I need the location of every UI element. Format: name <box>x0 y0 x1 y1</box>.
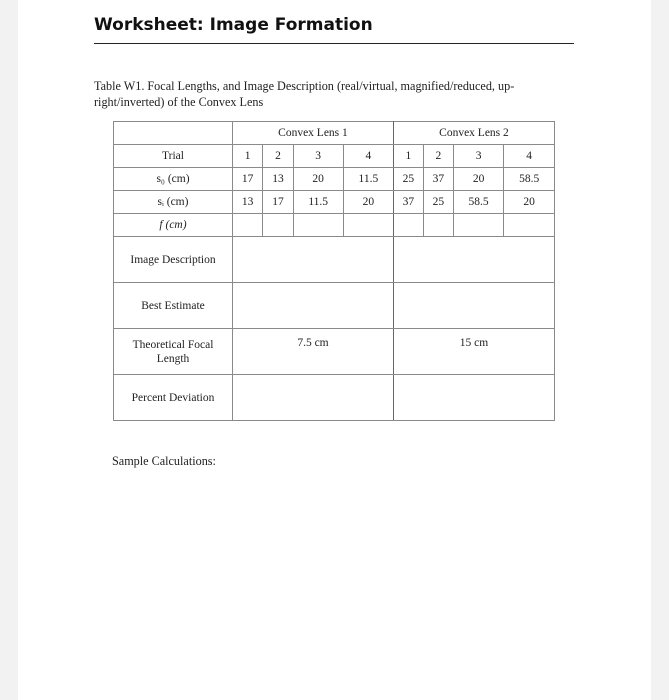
percent-deviation-row <box>114 375 555 421</box>
group-header-lens-1: Convex Lens 1 <box>233 122 394 145</box>
title-rule <box>94 43 574 44</box>
row-label-percent-deviation: Percent Deviation <box>114 375 233 421</box>
trial-cell: 2 <box>423 145 453 168</box>
theoretical-lens-2: 15 cm <box>393 329 554 375</box>
f-cell[interactable] <box>393 214 423 237</box>
si-cell: 17 <box>263 191 293 214</box>
group-header-lens-2: Convex Lens 2 <box>393 122 554 145</box>
trial-cell: 2 <box>263 145 293 168</box>
f-cell[interactable] <box>293 214 343 237</box>
best-estimate-row <box>114 283 555 329</box>
row-label-image-description: Image Description <box>114 237 233 283</box>
best-estimate-lens-1[interactable] <box>233 283 394 329</box>
theoretical-lens-1: 7.5 cm <box>233 329 394 375</box>
trial-row <box>114 145 555 168</box>
sample-calculations-label: Sample Calculations: <box>112 454 216 468</box>
si-cell: 37 <box>393 191 423 214</box>
percent-deviation-lens-2[interactable] <box>393 375 554 421</box>
si-cell: 13 <box>233 191 263 214</box>
so-cell: 20 <box>293 168 343 191</box>
focal-length-table <box>113 121 555 421</box>
so-cell: 58.5 <box>504 168 555 191</box>
percent-deviation-lens-1[interactable] <box>233 375 394 421</box>
worksheet-page <box>18 0 651 700</box>
trial-cell: 3 <box>453 145 504 168</box>
trial-cell: 4 <box>504 145 555 168</box>
f-cell[interactable] <box>233 214 263 237</box>
so-cell: 37 <box>423 168 453 191</box>
so-cell: 11.5 <box>343 168 393 191</box>
so-cell: 13 <box>263 168 293 191</box>
trial-cell: 1 <box>233 145 263 168</box>
so-cell: 20 <box>453 168 504 191</box>
row-label-best-estimate: Best Estimate <box>114 283 233 329</box>
row-label-f: f (cm) <box>114 214 233 237</box>
object-distance-row <box>114 168 555 191</box>
focal-length-row <box>114 214 555 237</box>
si-cell: 20 <box>343 191 393 214</box>
row-label-trial: Trial <box>114 145 233 168</box>
f-cell[interactable] <box>423 214 453 237</box>
image-description-row <box>114 237 555 283</box>
si-cell: 11.5 <box>293 191 343 214</box>
si-cell: 20 <box>504 191 555 214</box>
table-caption: Table W1. Focal Lengths, and Image Description (real/virtual, magnified/reduced, up-right/inverted) of the Convex Lens <box>94 79 515 109</box>
si-cell: 58.5 <box>453 191 504 214</box>
theoretical-row <box>114 329 555 375</box>
image-distance-row <box>114 191 555 214</box>
row-label-si: sᵢ (cm) <box>114 191 233 214</box>
trial-cell: 1 <box>393 145 423 168</box>
header-empty-cell <box>114 122 233 145</box>
so-cell: 17 <box>233 168 263 191</box>
row-label-so: s₀ (cm) <box>114 168 233 191</box>
page-title: Worksheet: Image Formation <box>94 15 373 35</box>
group-header-row <box>114 122 555 145</box>
trial-cell: 3 <box>293 145 343 168</box>
f-cell[interactable] <box>453 214 504 237</box>
f-cell[interactable] <box>263 214 293 237</box>
trial-cell: 4 <box>343 145 393 168</box>
f-cell[interactable] <box>504 214 555 237</box>
si-cell: 25 <box>423 191 453 214</box>
image-description-lens-2[interactable] <box>393 237 554 283</box>
f-cell[interactable] <box>343 214 393 237</box>
image-description-lens-1[interactable] <box>233 237 394 283</box>
best-estimate-lens-2[interactable] <box>393 283 554 329</box>
row-label-theoretical: Theoretical Focal Length <box>114 329 233 375</box>
so-cell: 25 <box>393 168 423 191</box>
